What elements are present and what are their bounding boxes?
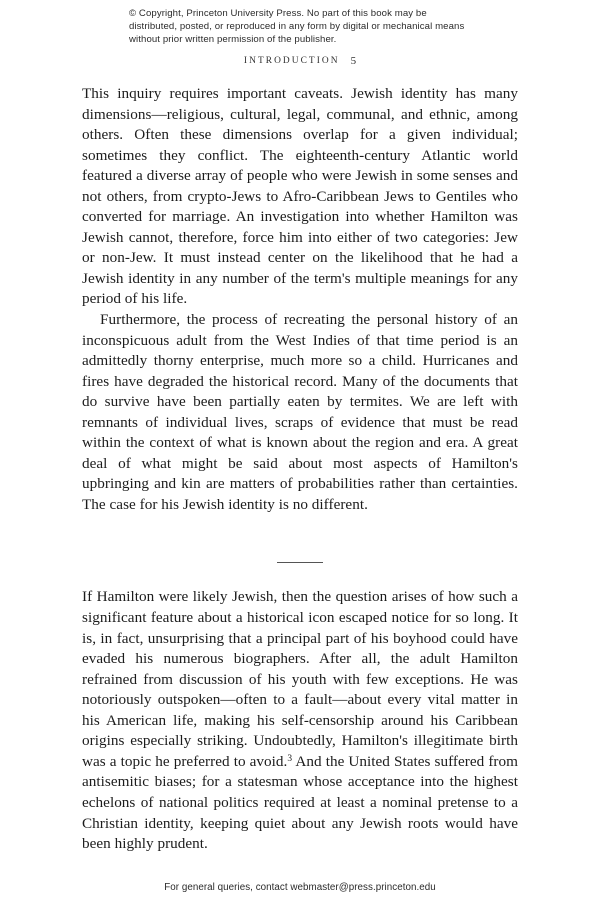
- copyright-notice: © Copyright, Princeton University Press. No part of this book may be distributed, posted, or reproduced in any form by digital or mechanical means without prior written permission of the publisher.: [129, 8, 465, 46]
- footnote-marker-3[interactable]: 3: [287, 753, 293, 764]
- paragraph-escaped-notice: [82, 587, 518, 854]
- paragraph-caveats: This inquiry requires important caveats. Jewish identity has many dimensions—religious, cultural, legal, communal, and ethnic, among others. Often these dimensions overlap for a given individual; sometimes they conflict. The eighteenth-century Atlantic world featured a diverse array of people who were Jewish in some senses and not others, from crypto-Jews to Afro-Caribbean Jews to Gentiles who converted for marriage. An investigation into whether Hamilton was Jewish cannot, therefore, force him into either of two categories: Jew or non-Jew. It must instead center on the likelihood that he had a Jewish identity in any number of the term's multiple meanings for any period of his life.: [82, 85, 518, 308]
- running-head: [0, 54, 600, 66]
- paragraph-escaped-notice-part-a: If Hamilton were likely Jewish, then the question arises of how such a significant feature about a historical icon escaped notice for so long. It is, in fact, unsurprising that a principal part of his boyhood could have evaded his numerous biographers. After all, the adult Hamilton refrained from discussion of his youth with few exceptions. He was notoriously outspoken—often to a fault—about every vital matter in his American life, making his self-censorship around his Caribbean origins especially striking. Undoubtedly, Hamilton's illegitimate birth was a topic he preferred to avoid.: [82, 588, 518, 770]
- footer-general-queries: For general queries, contact webmaster@press.princeton.edu: [164, 882, 436, 893]
- page-number: 5: [350, 54, 357, 67]
- paragraph-recreating-history: Furthermore, the process of recreating the personal history of an inconspicuous adult from the West Indies of that time period is an admittedly thorny enterprise, much more so a child. Hurricanes and fires have degraded the historical record. Many of the documents that do survive have been partially eaten by termites. We are left with remnants of individual lives, scraps of evidence that must be read within the context of what is known about the region and era. A great deal of what might be said about most aspects of Hamilton's upbringing and kin are matters of probabilities rather than certainties. The case for his Jewish identity is no different.: [82, 311, 518, 513]
- running-head-title: INTRODUCTION: [243, 56, 340, 66]
- body-text-block: [82, 84, 518, 855]
- paragraph-escaped-notice-part-b: And the United States suffered from antisemitic biases; for a statesman whose acceptance into the highest echelons of national politics required at least a nominal pretense to a Christian identity, keeping quiet about any Jewish roots would have been highly prudent.: [82, 752, 518, 853]
- section-break: [82, 541, 518, 587]
- section-break-rule: [277, 562, 323, 563]
- spacer-before-section-break: [82, 515, 518, 541]
